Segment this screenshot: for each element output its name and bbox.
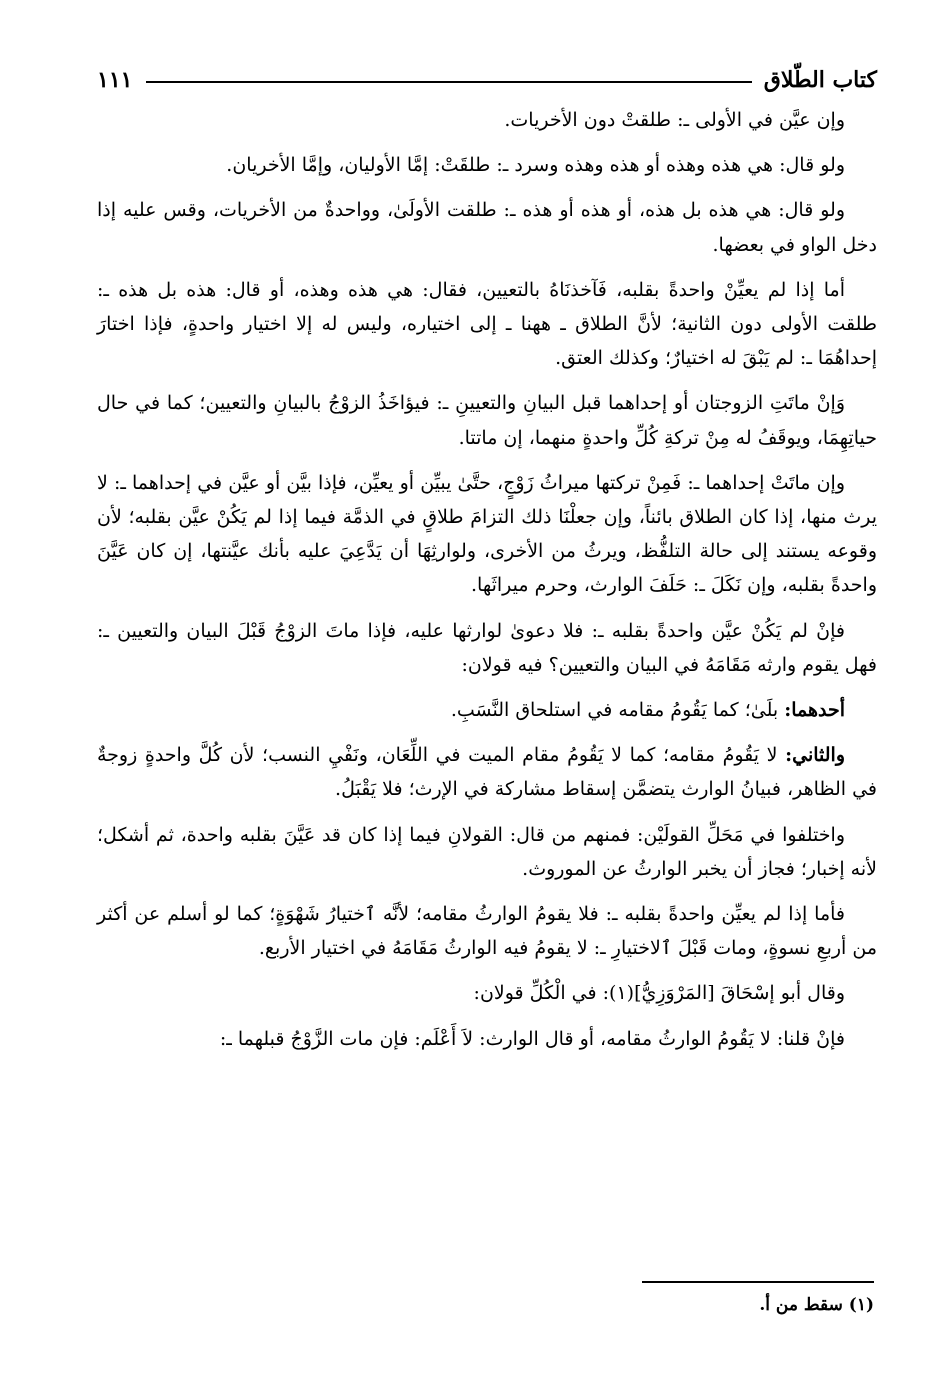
paragraph-text: بلَىٰ؛ كما يَقُومُ مقامه في استلحاق النَّسَبِ. bbox=[450, 699, 785, 722]
paragraph bbox=[97, 693, 877, 727]
paragraph-text: ولو قال: هي هذه وهذه أو هذه وهذه وسرد ـ: طلقَتْ: إمَّا الأوليان، وإمَّا الأخريان. bbox=[226, 154, 845, 177]
header-rule bbox=[146, 81, 751, 83]
paragraph bbox=[97, 614, 877, 682]
paragraph bbox=[97, 148, 877, 182]
paragraph bbox=[97, 976, 877, 1010]
paragraph-text: وإن ماتَتْ إحداهما ـ: فَمِنْ تركتها ميراثُ زَوْجٍ، حتَّىٰ يبيِّن أو يعيِّن، فإذا بيَّن أو عيَّن في إحداهما ـ: لا يرث منها، إذا كان الطلاق بائناً، وإن جعلْنَا ذلك التزامَ طلاقٍ في الذمَّة فيما إذا لم يَكُنْ عيَّن بقلبه؛ لأن وقوعه يستند إلى حالة التلفُّظ، ويرثُ من الأخرى، ولوارثِهَا أن يَدَّعِيَ عليه بأنك عيَّنتها، إن كان عَيَّنَ واحدةً بقلبه، وإن نَكَلَ ـ: حَلَفَ الوارث، وحرم ميراثَها. bbox=[97, 471, 877, 597]
paragraph bbox=[97, 273, 877, 376]
paragraph-text: وَإنْ ماتَتِ الزوجتان أو إحداهما قبل البيانِ والتعيينِ ـ: فيؤاخَذُ الزوْجُ بالبيانِ والتعيين؛ كما في حال حياتِهِمَا، ويوقَفُ له مِنْ تركةِ كُلِّ واحدةٍ منهما، إن ماتتا. bbox=[97, 392, 877, 449]
paragraph bbox=[97, 466, 877, 603]
paragraph-text: فأما إذا لم يعيِّن واحدةً بقلبه ـ: فلا يقومُ الوارثُ مقامه؛ لأنَّه ٱختيارُ شَهْوَةٍ؛ كما لو أسلم عن أكثر من أربعِ نسوةٍ، ومات قَبْلَ ٱلاختيارِ ـ: لا يقومُ فيه الوارثُ مَقَامَهُ في اختيار الأربع. bbox=[97, 903, 877, 960]
paragraph bbox=[97, 1022, 877, 1056]
page-header bbox=[97, 60, 877, 100]
paragraph bbox=[97, 386, 877, 454]
paragraph bbox=[97, 818, 877, 886]
paragraph-text: فإنْ قلنا: لا يَقُومُ الوارثُ مقامه، أو قال الوارث: لاَ أَعْلَم: فإن مات الزَّوْجُ قبلهما ـ: bbox=[219, 1027, 845, 1050]
paragraph-text: وقال أبو إسْحَاقَ [المَرْوَزِيُّ](١): في الْكُلِّ قولان: bbox=[473, 982, 845, 1005]
footnote-rule bbox=[642, 1281, 874, 1283]
paragraph bbox=[97, 897, 877, 965]
main-text bbox=[97, 103, 877, 1067]
paragraph-lead: أحدهما: bbox=[784, 699, 845, 722]
paragraph-text: أما إذا لم يعيِّنْ واحدةً بقلبه، فَآخذنَاهُ بالتعيين، فقال: هي هذه وهذه، أو قال: هذه بل هذه ـ: طلقت الأولى دون الثانية؛ لأنَّ الطلاق ـ ههنا ـ إلى اختياره، وليس له إلا اختيار واحدةٍ، فإذا اختارَ إحداهُمَا ـ: لم يَبْقَ له اختيارٌ؛ وكذلك العتق. bbox=[97, 278, 877, 370]
footnote: (١) سقط من أ. bbox=[759, 1295, 874, 1315]
running-title: كتاب الطّلاق bbox=[763, 67, 877, 93]
paragraph-text: فإنْ لم يَكُنْ عيَّن واحدةً بقلبه ـ: فلا دعوىٰ لوارثها عليه، فإذا ماتَ الزوْجُ قَبْلَ البيان والتعيين ـ: فهل يقوم وارثه مَقَامَهُ في البيان والتعيين؟ فيه قولان: bbox=[97, 619, 877, 676]
paragraph-lead: والثاني: bbox=[785, 744, 845, 767]
paragraph bbox=[97, 193, 877, 261]
page-number: ١١١ bbox=[97, 67, 133, 93]
paragraph-text: وإن عيَّن في الأولى ـ: طلقتْ دون الأخريات. bbox=[504, 109, 845, 131]
paragraph-text: ولو قال: هي هذه بل هذه، أو هذه أو هذه ـ: طلقت الأولَىٰ، وواحدةٌ من الأخريات، وقس عليه إذا دخل الواو في بعضها. bbox=[97, 199, 877, 256]
paragraph-text: واختلفوا في مَحَلِّ القولَيْن: فمنهم من قال: القولانِ فيما إذا كان قد عَيَّنَ بقلبه واحدة، ثم أشكل؛ لأنه إخبار؛ فجاز أن يخبر الوارثُ عن الموروث. bbox=[97, 823, 877, 880]
paragraph-text: لا يَقُومُ مقامه؛ كما لا يَقُومُ مقام الميت في اللِّعَان، ونَفْيِ النسب؛ لأن كُلَّ واحدةٍ زوجةٌ في الظاهر، فبيانُ الوارث يتضمَّن إسقاط مشاركة في الإرث؛ فلا يَقْبَلُ. bbox=[97, 744, 877, 801]
paragraph bbox=[97, 103, 877, 137]
paragraph bbox=[97, 738, 877, 806]
